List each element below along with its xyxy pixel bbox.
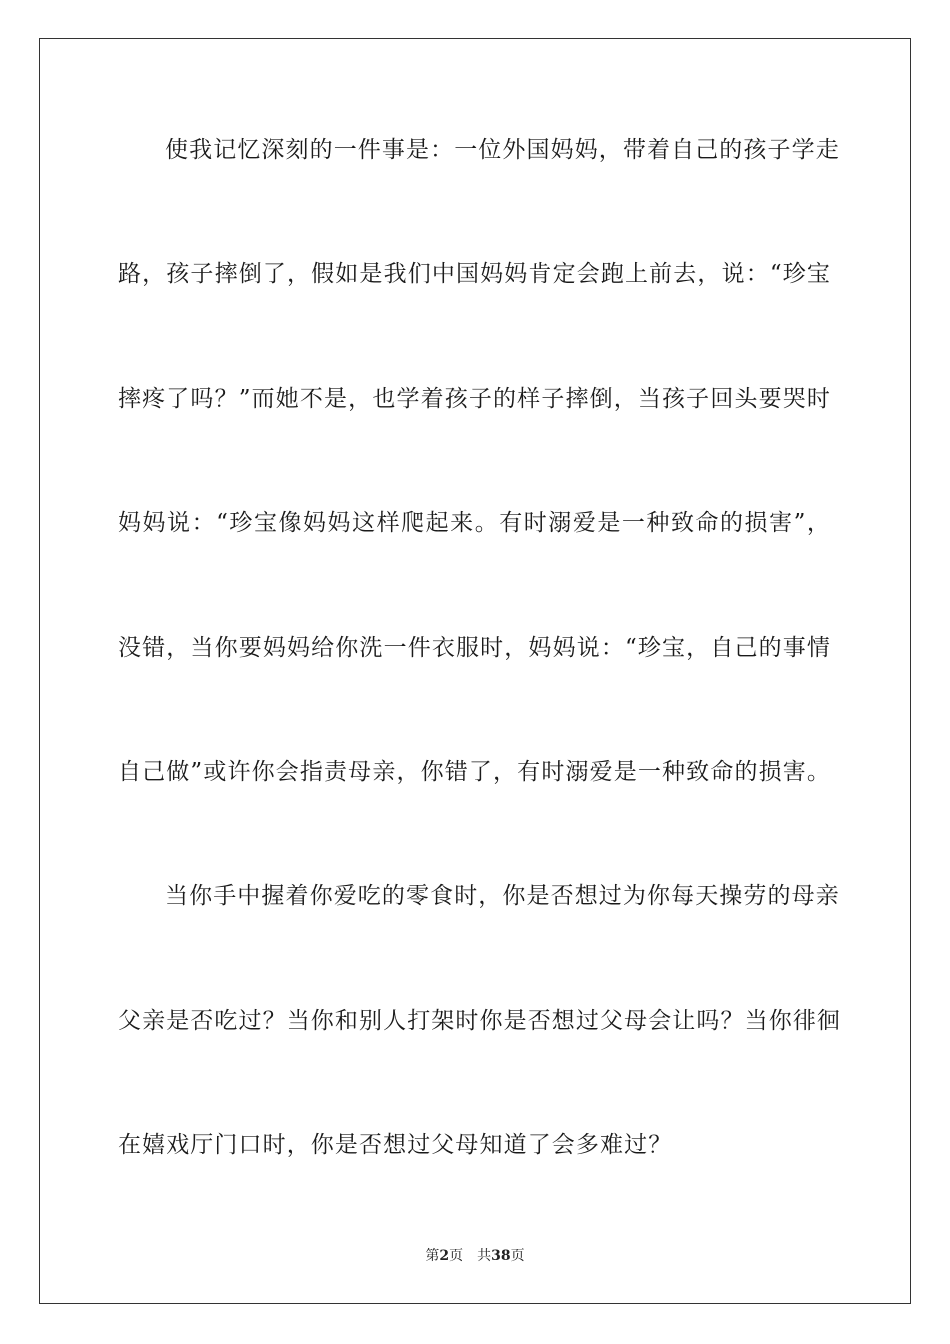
- page-prefix: 第: [425, 1248, 440, 1264]
- paragraph-2-line-2: 父亲是否吃过？当你和别人打架时你是否想过父母会让吗？当你徘徊: [118, 1008, 841, 1034]
- paragraph-1-line-2: 路，孩子摔倒了，假如是我们中国妈妈肯定会跑上前去，说：“珍宝: [118, 261, 831, 287]
- paragraph-2-line-3: 在嬉戏厅门口时，你是否想过父母知道了会多难过？: [118, 1132, 673, 1158]
- page-suffix: 页: [449, 1248, 464, 1264]
- total-suffix: 页: [510, 1248, 525, 1264]
- paragraph-2-line-1: 当你手中握着你爱吃的零食时，你是否想过为你每天操劳的母亲: [165, 883, 840, 909]
- page-number: 2: [439, 1248, 450, 1264]
- page-footer: [0, 1247, 950, 1265]
- total-prefix: 共: [477, 1248, 492, 1264]
- paragraph-1-line-6: 自己做”或许你会指责母亲，你错了，有时溺爱是一种致命的损害。: [118, 759, 831, 785]
- total-pages: 38: [491, 1248, 511, 1264]
- paragraph-1-line-5: 没错，当你要妈妈给你洗一件衣服时，妈妈说：“珍宝，自己的事情: [118, 635, 831, 661]
- paragraph-1-line-4: 妈妈说：“珍宝像妈妈这样爬起来。有时溺爱是一种致命的损害”，: [118, 510, 831, 536]
- paragraph-1-line-1: 使我记忆深刻的一件事是：一位外国妈妈，带着自己的孩子学走: [165, 137, 840, 163]
- page-border: [39, 38, 911, 1304]
- paragraph-1-line-3: 摔疼了吗？”而她不是，也学着孩子的样子摔倒，当孩子回头要哭时: [118, 386, 831, 412]
